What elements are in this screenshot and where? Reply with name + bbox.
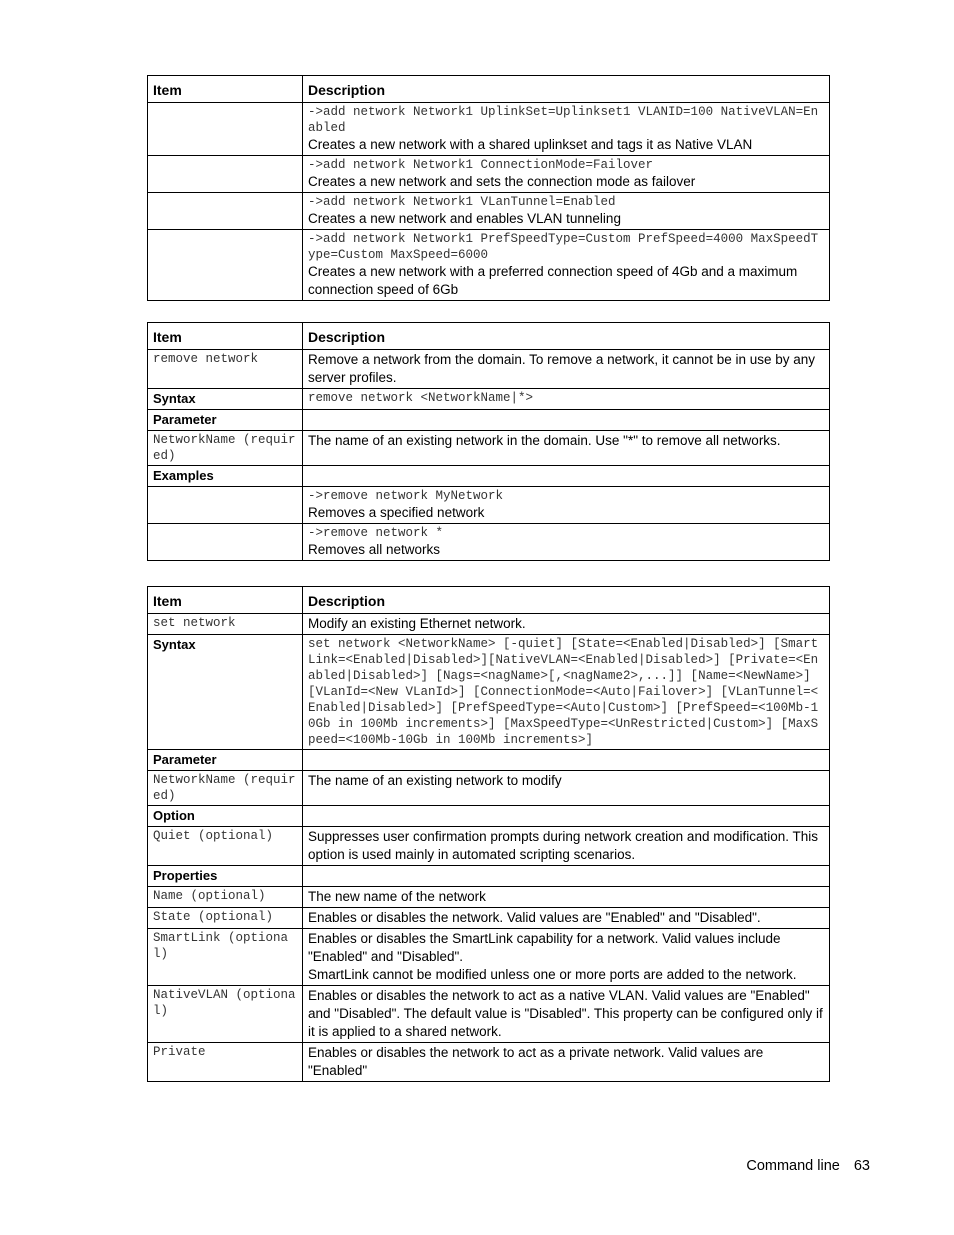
- table-row: [148, 350, 830, 389]
- table-row: [148, 524, 830, 561]
- footer-section: Command line: [746, 1158, 840, 1174]
- table-row: [148, 614, 830, 635]
- example-command: ->add network Network1 UplinkSet=Uplinkset1 VLANID=100 NativeVLAN=Enabled: [308, 105, 819, 135]
- table-header-row: [148, 587, 830, 614]
- syntax-text: remove network <NetworkName|*>: [308, 391, 534, 405]
- parameter-description: The name of an existing network in the domain. Use "*" to remove all networks.: [303, 431, 830, 466]
- example-command: ->add network Network1 PrefSpeedType=Custom PrefSpeed=4000 MaxSpeedType=Custom MaxSpeed=6000: [308, 232, 819, 262]
- property-description: Enables or disables the network to act as a native VLAN. Valid values are "Enabled" and "Disabled". The default value is "Disabled". This property can be configured only if it is applied to a shared network.: [303, 986, 830, 1043]
- example-command: ->add network Network1 ConnectionMode=Failover: [308, 158, 654, 172]
- parameter-name: NetworkName (required): [153, 773, 296, 803]
- table-row: [148, 986, 830, 1043]
- table-row: [148, 866, 830, 887]
- property-description: Enables or disables the network to act as a private network. Valid values are "Enabled": [303, 1043, 830, 1082]
- parameter-name: NetworkName (required): [153, 433, 296, 463]
- table-row: [148, 466, 830, 487]
- option-description: Suppresses user confirmation prompts during network creation and modification. This option is used mainly in automated scripting scenarios.: [303, 827, 830, 866]
- add-network-examples-table: [147, 75, 830, 301]
- table-row: [148, 410, 830, 431]
- example-command: ->add network Network1 VLanTunnel=Enabled: [308, 195, 616, 209]
- table-row: [148, 230, 830, 301]
- table-row: [148, 771, 830, 806]
- example-description: Removes all networks: [308, 542, 441, 557]
- table-row: [148, 635, 830, 750]
- property-name: SmartLink (optional): [153, 931, 289, 961]
- parameter-label: Parameter: [148, 410, 303, 431]
- syntax-label: Syntax: [148, 389, 303, 410]
- page-number: 63: [853, 1158, 870, 1174]
- property-name: Private: [153, 1045, 206, 1059]
- table-row: [148, 929, 830, 986]
- examples-label: Examples: [148, 466, 303, 487]
- example-command: ->remove network MyNetwork: [308, 489, 504, 503]
- syntax-label: Syntax: [148, 635, 303, 750]
- property-description: Enables or disables the SmartLink capability for a network. Valid values include "Enabled" and "Disabled".: [308, 931, 781, 964]
- command-name: set network: [153, 616, 236, 630]
- table-row: [148, 487, 830, 524]
- header-item: Item: [148, 323, 303, 350]
- table-header-row: [148, 76, 830, 103]
- property-description: Enables or disables the network. Valid values are "Enabled" and "Disabled".: [303, 908, 830, 929]
- table-row: [148, 827, 830, 866]
- remove-network-table: [147, 322, 830, 561]
- table-header-row: [148, 323, 830, 350]
- command-description: Remove a network from the domain. To remove a network, it cannot be in use by any server profiles.: [303, 350, 830, 389]
- parameter-description: The name of an existing network to modify: [303, 771, 830, 806]
- property-note: SmartLink cannot be modified unless one or more ports are added to the network.: [308, 967, 797, 982]
- example-description: Creates a new network with a preferred connection speed of 4Gb and a maximum connection speed of 6Gb: [308, 264, 798, 297]
- parameter-label: Parameter: [148, 750, 303, 771]
- table-row: [148, 908, 830, 929]
- table-row: [148, 750, 830, 771]
- example-description: Creates a new network with a shared uplinkset and tags it as Native VLAN: [308, 137, 753, 152]
- property-description: The new name of the network: [303, 887, 830, 908]
- table-row: [148, 103, 830, 156]
- page-footer: [746, 1158, 870, 1174]
- example-command: ->remove network *: [308, 526, 444, 540]
- table-row: [148, 806, 830, 827]
- header-description: Description: [303, 587, 830, 614]
- table-row: [148, 431, 830, 466]
- table-row: [148, 887, 830, 908]
- table-row: [148, 389, 830, 410]
- example-description: Creates a new network and sets the connection mode as failover: [308, 174, 696, 189]
- properties-label: Properties: [148, 866, 303, 887]
- property-name: State (optional): [153, 910, 274, 924]
- table-row: [148, 156, 830, 193]
- header-description: Description: [303, 76, 830, 103]
- property-name: NativeVLAN (optional): [153, 988, 296, 1018]
- command-description: Modify an existing Ethernet network.: [303, 614, 830, 635]
- option-label: Option: [148, 806, 303, 827]
- example-description: Removes a specified network: [308, 505, 485, 520]
- table-row: [148, 193, 830, 230]
- header-item: Item: [148, 587, 303, 614]
- command-name: remove network: [153, 352, 259, 366]
- set-network-table: [147, 586, 830, 1082]
- table-row: [148, 1043, 830, 1082]
- header-description: Description: [303, 323, 830, 350]
- syntax-text: set network <NetworkName> [-quiet] [State=<Enabled|Disabled>] [SmartLink=<Enabled|Disabled>][NativeVLAN=<Enabled|Disabled>] [Private=<Enabled|Disabled>] [Nags=<nagName>[,<nagName2>,...]] [Name=<NewName>] [VLanId=<New VLanId>] [ConnectionMode=<Auto|Failover>] [VLanTunnel=<Enabled|Disabled>] [PrefSpeedType=<Auto|Custom>] [PrefSpeed=<100Mb-10Gb in 100Mb increments>] [MaxSpeedType=<UnRestricted|Custom>] [MaxSpeed=<100Mb-10Gb in 100Mb increments>]: [308, 637, 819, 747]
- example-description: Creates a new network and enables VLAN tunneling: [308, 211, 621, 226]
- property-name: Name (optional): [153, 889, 266, 903]
- option-name: Quiet (optional): [153, 829, 274, 843]
- header-item: Item: [148, 76, 303, 103]
